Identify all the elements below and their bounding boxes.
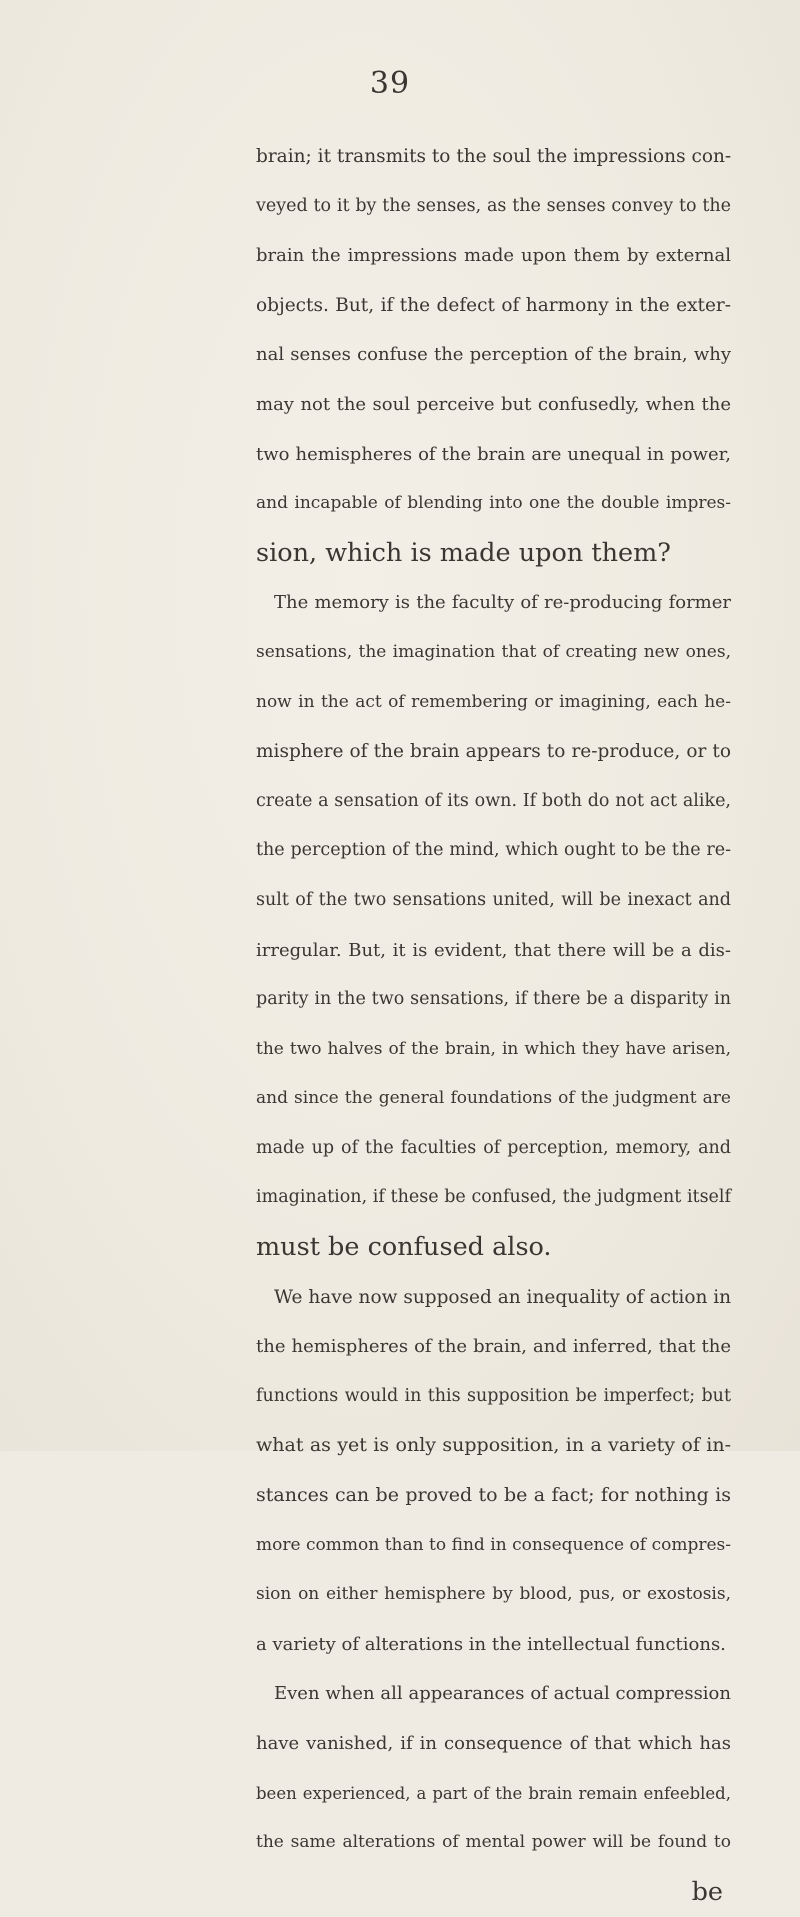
text-line: Even when all appearances of actual compression — [274, 1683, 731, 1705]
text-line: must be confused also. — [256, 1232, 552, 1263]
text-line: have vanished, if in consequence of that which has — [256, 1733, 731, 1754]
text-line: the hemispheres of the brain, and inferred, that the — [256, 1336, 731, 1358]
text-line: parity in the two sensations, if there be a disparity in — [256, 989, 731, 1010]
text-line: made up of the faculties of perception, memory, and — [256, 1137, 731, 1158]
text-line: more common than to find in consequence of compres- — [256, 1534, 731, 1555]
text-line: a variety of alterations in the intellectual functions. — [256, 1633, 726, 1655]
text-line: may not the soul perceive but confusedly, when the — [256, 393, 731, 415]
text-line: create a sensation of its own. If both do not act alike, — [256, 790, 731, 811]
text-line: The memory is the faculty of re-producing former — [274, 592, 731, 614]
text-line: and incapable of blending into one the double impres- — [256, 493, 731, 514]
text-line: the two halves of the brain, in which they have arisen, — [256, 1038, 731, 1059]
text-line: the perception of the mind, which ought to be the re- — [256, 840, 731, 861]
text-line: functions would in this supposition be imperfect; but — [256, 1385, 731, 1406]
text-line: and since the general foundations of the judgment are — [256, 1088, 731, 1109]
text-line: brain; it transmits to the soul the impressions con- — [256, 146, 732, 167]
text-line: two hemispheres of the brain are unequal in power, — [256, 443, 731, 465]
text-line: sensations, the imagination that of creating new ones, — [256, 641, 731, 662]
text-line: irregular. But, it is evident, that there will be a dis- — [256, 939, 731, 961]
text-line: sion on either hemisphere by blood, pus, or exostosis, — [256, 1584, 731, 1605]
text-line: what as yet is only supposition, in a variety of in- — [256, 1434, 731, 1457]
text-line: sult of the two sensations united, will be inexact and — [256, 889, 731, 910]
text-line: brain the impressions made upon them by external — [256, 245, 731, 267]
text-line: We have now supposed an inequality of action in — [274, 1286, 732, 1308]
text-line: sion, which is made upon them? — [256, 537, 671, 568]
catchword: be — [691, 1876, 723, 1907]
text-line: misphere of the brain appears to re-produce, or to — [256, 741, 731, 763]
body-text — [256, 132, 731, 1917]
text-line: now in the act of remembering or imagining, each he- — [256, 691, 731, 712]
text-line: imagination, if these be confused, the judgment itself — [256, 1187, 731, 1208]
text-line: veyed to it by the senses, as the senses convey to the — [256, 195, 731, 216]
text-line: stances can be proved to be a fact; for nothing is — [256, 1484, 731, 1507]
text-line: been experienced, a part of the brain remain enfeebled, — [256, 1783, 731, 1803]
page-number: 39 — [369, 66, 411, 101]
text-line: the same alterations of mental power will be found to — [256, 1832, 731, 1853]
text-line: nal senses confuse the perception of the brain, why — [256, 344, 731, 366]
text-line: objects. But, if the defect of harmony in the exter- — [256, 294, 731, 316]
